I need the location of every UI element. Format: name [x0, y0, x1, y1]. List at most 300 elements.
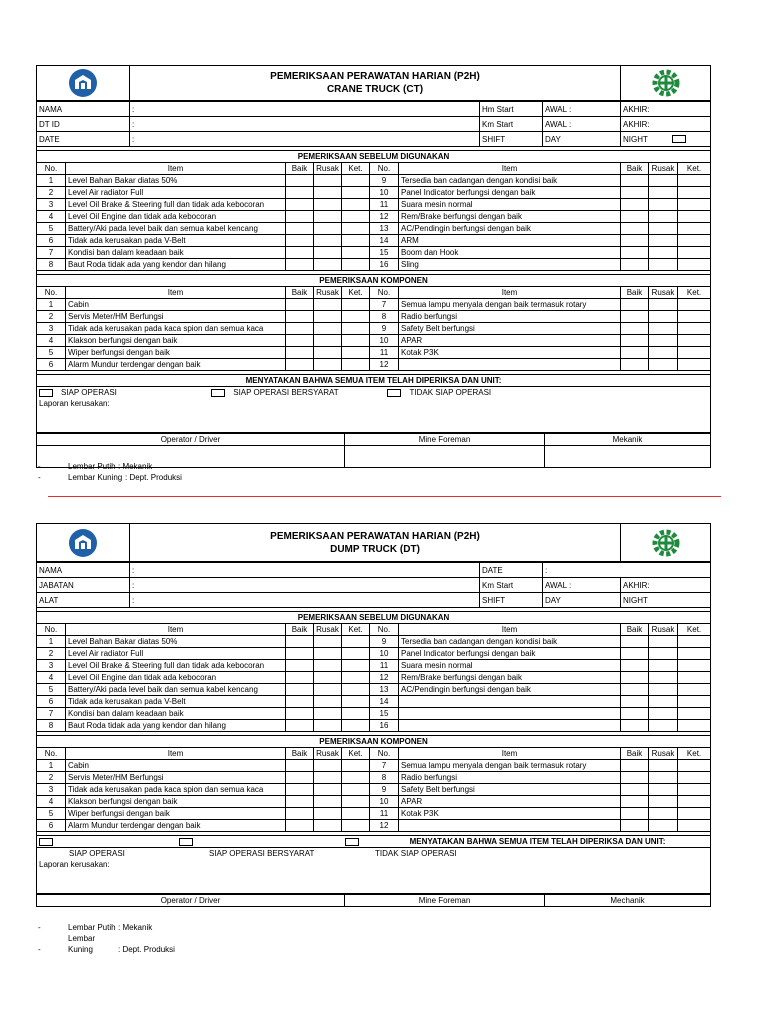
- col-header: No.: [37, 287, 66, 299]
- rusak-cell[interactable]: [314, 247, 342, 259]
- col-header: Baik: [621, 624, 649, 636]
- rusak-cell[interactable]: [649, 211, 678, 223]
- baik-cell[interactable]: [621, 760, 649, 772]
- item-label: Panel Indicator berfungsi dengan baik: [399, 648, 621, 660]
- baik-cell[interactable]: [621, 784, 649, 796]
- baik-cell[interactable]: [286, 223, 314, 235]
- ket-cell[interactable]: [678, 259, 711, 271]
- baik-cell[interactable]: [621, 648, 649, 660]
- ket-cell[interactable]: [678, 311, 711, 323]
- ket-cell[interactable]: [678, 335, 711, 347]
- form-header-table: [36, 65, 711, 101]
- ket-cell[interactable]: [678, 760, 711, 772]
- ket-cell[interactable]: [342, 211, 370, 223]
- jabatan-field[interactable]: :: [130, 578, 480, 593]
- ket-cell[interactable]: [342, 808, 370, 820]
- item-label: APAR: [399, 796, 621, 808]
- item-number: 3: [37, 323, 66, 335]
- checklist-row: [37, 648, 711, 660]
- ket-cell[interactable]: [678, 772, 711, 784]
- ket-cell[interactable]: [342, 199, 370, 211]
- ket-cell[interactable]: [342, 696, 370, 708]
- rusak-cell[interactable]: [649, 259, 678, 271]
- item-label: Battery/Aki pada level baik dan semua kabel kencang: [66, 223, 286, 235]
- section-title: PEMERIKSAAN KOMPONEN: [37, 275, 711, 287]
- ket-cell[interactable]: [678, 211, 711, 223]
- date-field[interactable]: :: [130, 132, 480, 147]
- baik-cell[interactable]: [621, 223, 649, 235]
- ket-cell[interactable]: [342, 359, 370, 371]
- ket-cell[interactable]: [678, 708, 711, 720]
- baik-cell[interactable]: [621, 199, 649, 211]
- item-label: AC/Pendingin berfungsi dengan baik: [399, 684, 621, 696]
- shift-day-option[interactable]: DAY: [543, 132, 621, 147]
- rusak-cell[interactable]: [314, 820, 342, 832]
- ket-cell[interactable]: [342, 235, 370, 247]
- item-label: Level Oil Engine dan tidak ada kebocoran: [66, 211, 286, 223]
- item-number: 8: [37, 259, 66, 271]
- siap-bersyarat-checkbox[interactable]: [179, 838, 193, 846]
- checklist-row: [37, 672, 711, 684]
- ket-cell[interactable]: [342, 299, 370, 311]
- baik-cell[interactable]: [621, 247, 649, 259]
- unit-statement: MENYATAKAN BAHWA SEMUA ITEM TELAH DIPERIKSA DAN UNIT:: [37, 375, 711, 387]
- item-number: 15: [370, 247, 399, 259]
- ket-cell[interactable]: [678, 347, 711, 359]
- rusak-cell[interactable]: [649, 175, 678, 187]
- item-label: Kotak P3K: [399, 347, 621, 359]
- rusak-cell[interactable]: [314, 660, 342, 672]
- checklist-row: [37, 808, 711, 820]
- section-title: PEMERIKSAAN KOMPONEN: [37, 736, 711, 748]
- col-header: Baik: [286, 748, 314, 760]
- baik-cell[interactable]: [621, 820, 649, 832]
- baik-cell[interactable]: [621, 796, 649, 808]
- rusak-cell[interactable]: [314, 175, 342, 187]
- item-label: Radio berfungsi: [399, 311, 621, 323]
- sign-label: Mine Foreman: [345, 434, 545, 446]
- item-number: 3: [37, 784, 66, 796]
- rusak-cell[interactable]: [649, 636, 678, 648]
- baik-cell[interactable]: [621, 359, 649, 371]
- date-field[interactable]: :: [543, 563, 711, 578]
- baik-cell[interactable]: [621, 187, 649, 199]
- item-number: 12: [370, 672, 399, 684]
- rusak-cell[interactable]: [314, 187, 342, 199]
- col-header: No.: [37, 624, 66, 636]
- shift-night-option[interactable]: NIGHT: [621, 132, 711, 147]
- km-awal-field[interactable]: AWAL :: [543, 117, 621, 132]
- ket-cell[interactable]: [342, 636, 370, 648]
- nama-field[interactable]: :: [130, 563, 480, 578]
- col-header: Item: [399, 624, 621, 636]
- item-label: Radio berfungsi: [399, 772, 621, 784]
- rusak-cell[interactable]: [314, 708, 342, 720]
- baik-cell[interactable]: [621, 323, 649, 335]
- item-label: Wiper berfungsi dengan baik: [66, 808, 286, 820]
- item-label: Servis Meter/HM Berfungsi: [66, 311, 286, 323]
- rusak-cell[interactable]: [314, 796, 342, 808]
- baik-cell[interactable]: [286, 772, 314, 784]
- col-header: Baik: [621, 163, 649, 175]
- rusak-cell[interactable]: [314, 760, 342, 772]
- shift-day-option[interactable]: DAY: [543, 593, 621, 608]
- siap-operasi-checkbox[interactable]: [39, 838, 53, 846]
- ket-cell[interactable]: [678, 648, 711, 660]
- siap-operasi-checkbox[interactable]: [39, 389, 53, 397]
- ket-cell[interactable]: [342, 820, 370, 832]
- baik-cell[interactable]: [286, 175, 314, 187]
- rusak-cell[interactable]: [649, 684, 678, 696]
- baik-cell[interactable]: [621, 235, 649, 247]
- ket-cell[interactable]: [342, 247, 370, 259]
- checklist-row: [37, 199, 711, 211]
- ket-cell[interactable]: [342, 648, 370, 660]
- ket-cell[interactable]: [342, 175, 370, 187]
- copy-notes: - Lembar Putih : Mekanik -Lembar Kuning : Dept. Produksi: [38, 923, 175, 954]
- item-label: Safety Belt berfungsi: [399, 784, 621, 796]
- info-label: Km Start: [480, 578, 543, 593]
- rusak-cell[interactable]: [314, 672, 342, 684]
- ket-cell[interactable]: [678, 299, 711, 311]
- item-number: 14: [370, 696, 399, 708]
- rusak-cell[interactable]: [649, 347, 678, 359]
- item-number: 1: [37, 636, 66, 648]
- ket-cell[interactable]: [678, 796, 711, 808]
- baik-cell[interactable]: [286, 808, 314, 820]
- baik-cell[interactable]: [621, 299, 649, 311]
- baik-cell[interactable]: [286, 660, 314, 672]
- item-number: 15: [370, 708, 399, 720]
- rusak-cell[interactable]: [314, 259, 342, 271]
- rusak-cell[interactable]: [649, 720, 678, 732]
- item-label: [399, 708, 621, 720]
- baik-cell[interactable]: [286, 720, 314, 732]
- rusak-cell[interactable]: [314, 323, 342, 335]
- baik-cell[interactable]: [286, 672, 314, 684]
- rusak-cell[interactable]: [649, 808, 678, 820]
- ket-cell[interactable]: [678, 323, 711, 335]
- hm-akhir-field[interactable]: AKHIR:: [621, 102, 711, 117]
- km-awal-field[interactable]: AWAL :: [543, 578, 621, 593]
- form-crane-truck: [36, 65, 710, 468]
- ket-cell[interactable]: [342, 708, 370, 720]
- baik-cell[interactable]: [621, 347, 649, 359]
- item-number: 9: [370, 636, 399, 648]
- rusak-cell[interactable]: [314, 648, 342, 660]
- baik-cell[interactable]: [286, 187, 314, 199]
- baik-cell[interactable]: [286, 323, 314, 335]
- rusak-cell[interactable]: [649, 708, 678, 720]
- ket-cell[interactable]: [678, 784, 711, 796]
- ket-cell[interactable]: [342, 684, 370, 696]
- item-number: 5: [37, 808, 66, 820]
- ket-cell[interactable]: [342, 760, 370, 772]
- km-akhir-field[interactable]: AKHIR:: [621, 117, 711, 132]
- baik-cell[interactable]: [286, 636, 314, 648]
- tidak-siap-checkbox[interactable]: [345, 838, 359, 846]
- ket-cell[interactable]: [342, 335, 370, 347]
- ket-cell[interactable]: [678, 187, 711, 199]
- rusak-cell[interactable]: [314, 299, 342, 311]
- col-header: Item: [399, 748, 621, 760]
- hm-awal-field[interactable]: AWAL :: [543, 102, 621, 117]
- rusak-cell[interactable]: [314, 211, 342, 223]
- ket-cell[interactable]: [678, 175, 711, 187]
- baik-cell[interactable]: [621, 335, 649, 347]
- ket-cell[interactable]: [678, 359, 711, 371]
- rusak-cell[interactable]: [314, 696, 342, 708]
- item-number: 6: [37, 235, 66, 247]
- status-options: [37, 848, 711, 860]
- baik-cell[interactable]: [621, 772, 649, 784]
- km-akhir-field[interactable]: AKHIR:: [621, 578, 711, 593]
- night-checkbox[interactable]: [672, 135, 686, 143]
- col-header: No.: [370, 748, 399, 760]
- company-logo-icon: [39, 66, 127, 100]
- ket-cell[interactable]: [678, 223, 711, 235]
- rusak-cell[interactable]: [314, 636, 342, 648]
- cut-line-divider: [48, 496, 721, 497]
- baik-cell[interactable]: [286, 247, 314, 259]
- col-header: Ket.: [678, 163, 711, 175]
- form-info-table: [36, 101, 711, 147]
- baik-cell[interactable]: [286, 708, 314, 720]
- info-label: DATE: [480, 563, 543, 578]
- col-header: No.: [37, 163, 66, 175]
- checklist-row: [37, 259, 711, 271]
- ket-cell[interactable]: [678, 636, 711, 648]
- option-label: TIDAK SIAP OPERASI: [375, 849, 457, 858]
- baik-cell[interactable]: [286, 211, 314, 223]
- item-number: 10: [370, 648, 399, 660]
- item-number: 8: [370, 311, 399, 323]
- col-header: Ket.: [678, 748, 711, 760]
- item-number: 10: [370, 796, 399, 808]
- rusak-cell[interactable]: [314, 235, 342, 247]
- rusak-cell[interactable]: [649, 772, 678, 784]
- rusak-cell[interactable]: [314, 772, 342, 784]
- rusak-cell[interactable]: [649, 247, 678, 259]
- laporan-field[interactable]: [37, 859, 711, 894]
- rusak-cell[interactable]: [649, 187, 678, 199]
- col-header: Ket.: [342, 287, 370, 299]
- baik-cell[interactable]: [286, 696, 314, 708]
- baik-cell[interactable]: [286, 359, 314, 371]
- k3-logo-cell: [621, 66, 711, 101]
- rusak-cell[interactable]: [314, 720, 342, 732]
- foreman-signature-box[interactable]: [345, 446, 545, 468]
- col-header: Rusak: [649, 287, 678, 299]
- rusak-cell[interactable]: [314, 335, 342, 347]
- rusak-cell[interactable]: [649, 323, 678, 335]
- item-number: 8: [370, 772, 399, 784]
- baik-cell[interactable]: [621, 636, 649, 648]
- rusak-cell[interactable]: [649, 760, 678, 772]
- ket-cell[interactable]: [678, 235, 711, 247]
- rusak-cell[interactable]: [649, 672, 678, 684]
- baik-cell[interactable]: [621, 696, 649, 708]
- ket-cell[interactable]: [342, 772, 370, 784]
- siap-bersyarat-checkbox[interactable]: [211, 389, 225, 397]
- ket-cell[interactable]: [678, 660, 711, 672]
- rusak-cell[interactable]: [649, 335, 678, 347]
- alat-field[interactable]: :: [130, 593, 480, 608]
- checklist-row: [37, 223, 711, 235]
- ket-cell[interactable]: [342, 187, 370, 199]
- rusak-cell[interactable]: [649, 235, 678, 247]
- checklist-row: [37, 708, 711, 720]
- rusak-cell[interactable]: [314, 808, 342, 820]
- ket-cell[interactable]: [342, 660, 370, 672]
- ket-cell[interactable]: [678, 199, 711, 211]
- baik-cell[interactable]: [286, 796, 314, 808]
- rusak-cell[interactable]: [649, 223, 678, 235]
- baik-cell[interactable]: [286, 784, 314, 796]
- shift-night-option[interactable]: NIGHT: [621, 593, 711, 608]
- item-number: 13: [370, 223, 399, 235]
- baik-cell[interactable]: [286, 235, 314, 247]
- ket-cell[interactable]: [342, 720, 370, 732]
- baik-cell[interactable]: [286, 347, 314, 359]
- item-label: Klakson berfungsi dengan baik: [66, 335, 286, 347]
- item-number: 7: [37, 247, 66, 259]
- baik-cell[interactable]: [286, 199, 314, 211]
- rusak-cell[interactable]: [649, 299, 678, 311]
- ket-cell[interactable]: [342, 796, 370, 808]
- ket-cell[interactable]: [678, 808, 711, 820]
- ket-cell[interactable]: [678, 672, 711, 684]
- baik-cell[interactable]: [286, 259, 314, 271]
- item-number: 2: [37, 772, 66, 784]
- ket-cell[interactable]: [342, 323, 370, 335]
- rusak-cell[interactable]: [314, 223, 342, 235]
- rusak-cell[interactable]: [649, 199, 678, 211]
- baik-cell[interactable]: [621, 259, 649, 271]
- ket-cell[interactable]: [342, 347, 370, 359]
- checklist-row: [37, 760, 711, 772]
- ket-cell[interactable]: [342, 672, 370, 684]
- rusak-cell[interactable]: [649, 796, 678, 808]
- baik-cell[interactable]: [621, 720, 649, 732]
- rusak-cell[interactable]: [649, 648, 678, 660]
- ket-cell[interactable]: [678, 820, 711, 832]
- laporan-label: Laporan kerusakan:: [39, 860, 110, 869]
- item-number: 5: [37, 223, 66, 235]
- ket-cell[interactable]: [342, 784, 370, 796]
- tidak-siap-checkbox[interactable]: [387, 389, 401, 397]
- info-label: SHIFT: [480, 593, 543, 608]
- checklist-table: [36, 147, 711, 433]
- ket-cell[interactable]: [678, 247, 711, 259]
- item-number: 13: [370, 684, 399, 696]
- rusak-cell[interactable]: [649, 696, 678, 708]
- baik-cell[interactable]: [286, 311, 314, 323]
- baik-cell[interactable]: [286, 299, 314, 311]
- item-number: 7: [37, 708, 66, 720]
- item-number: 10: [370, 335, 399, 347]
- rusak-cell[interactable]: [314, 784, 342, 796]
- baik-cell[interactable]: [621, 672, 649, 684]
- rusak-cell[interactable]: [649, 820, 678, 832]
- ket-cell[interactable]: [342, 223, 370, 235]
- laporan-field[interactable]: [37, 398, 711, 433]
- dt-id-field[interactable]: :: [130, 117, 480, 132]
- status-options: [37, 387, 711, 399]
- checklist-row: [37, 720, 711, 732]
- ket-cell[interactable]: [678, 684, 711, 696]
- rusak-cell[interactable]: [649, 660, 678, 672]
- baik-cell[interactable]: [286, 335, 314, 347]
- form-dump-truck: [36, 523, 710, 907]
- baik-cell[interactable]: [621, 660, 649, 672]
- sign-label: Mekanik: [545, 434, 711, 446]
- form-title-cell: [130, 66, 621, 101]
- mekanik-signature-box[interactable]: [545, 446, 711, 468]
- baik-cell[interactable]: [286, 684, 314, 696]
- rusak-cell[interactable]: [314, 347, 342, 359]
- ket-cell[interactable]: [342, 311, 370, 323]
- ket-cell[interactable]: [678, 696, 711, 708]
- rusak-cell[interactable]: [314, 359, 342, 371]
- baik-cell[interactable]: [621, 684, 649, 696]
- form-info-table: [36, 562, 711, 608]
- info-label: ALAT: [37, 593, 130, 608]
- ket-cell[interactable]: [678, 720, 711, 732]
- baik-cell[interactable]: [621, 708, 649, 720]
- checklist-row: [37, 247, 711, 259]
- option-label: SIAP OPERASI: [69, 849, 125, 858]
- baik-cell[interactable]: [621, 311, 649, 323]
- col-header: Item: [66, 624, 286, 636]
- item-label: Level Bahan Bakar diatas 50%: [66, 175, 286, 187]
- rusak-cell[interactable]: [649, 784, 678, 796]
- item-number: 11: [370, 808, 399, 820]
- item-number: 2: [37, 311, 66, 323]
- rusak-cell[interactable]: [314, 199, 342, 211]
- item-label: Tidak ada kerusakan pada V-Belt: [66, 235, 286, 247]
- rusak-cell[interactable]: [649, 359, 678, 371]
- col-header: Ket.: [678, 287, 711, 299]
- baik-cell[interactable]: [621, 211, 649, 223]
- checklist-row: [37, 696, 711, 708]
- item-label: ARM: [399, 235, 621, 247]
- item-label: [399, 359, 621, 371]
- baik-cell[interactable]: [286, 820, 314, 832]
- item-label: Klakson berfungsi dengan baik: [66, 796, 286, 808]
- baik-cell[interactable]: [621, 808, 649, 820]
- baik-cell[interactable]: [621, 175, 649, 187]
- info-label: DATE: [37, 132, 130, 147]
- rusak-cell[interactable]: [314, 311, 342, 323]
- item-number: 1: [37, 299, 66, 311]
- item-number: 6: [37, 359, 66, 371]
- checklist-row: [37, 335, 711, 347]
- item-number: 11: [370, 660, 399, 672]
- item-number: 12: [370, 211, 399, 223]
- item-label: Tidak ada kerusakan pada kaca spion dan semua kaca: [66, 784, 286, 796]
- baik-cell[interactable]: [286, 648, 314, 660]
- nama-field[interactable]: :: [130, 102, 480, 117]
- rusak-cell[interactable]: [649, 311, 678, 323]
- rusak-cell[interactable]: [314, 684, 342, 696]
- col-header: Rusak: [314, 287, 342, 299]
- item-label: Semua lampu menyala dengan baik termasuk rotary: [399, 760, 621, 772]
- checklist-row: [37, 347, 711, 359]
- baik-cell[interactable]: [286, 760, 314, 772]
- ket-cell[interactable]: [342, 259, 370, 271]
- checklist-row: [37, 235, 711, 247]
